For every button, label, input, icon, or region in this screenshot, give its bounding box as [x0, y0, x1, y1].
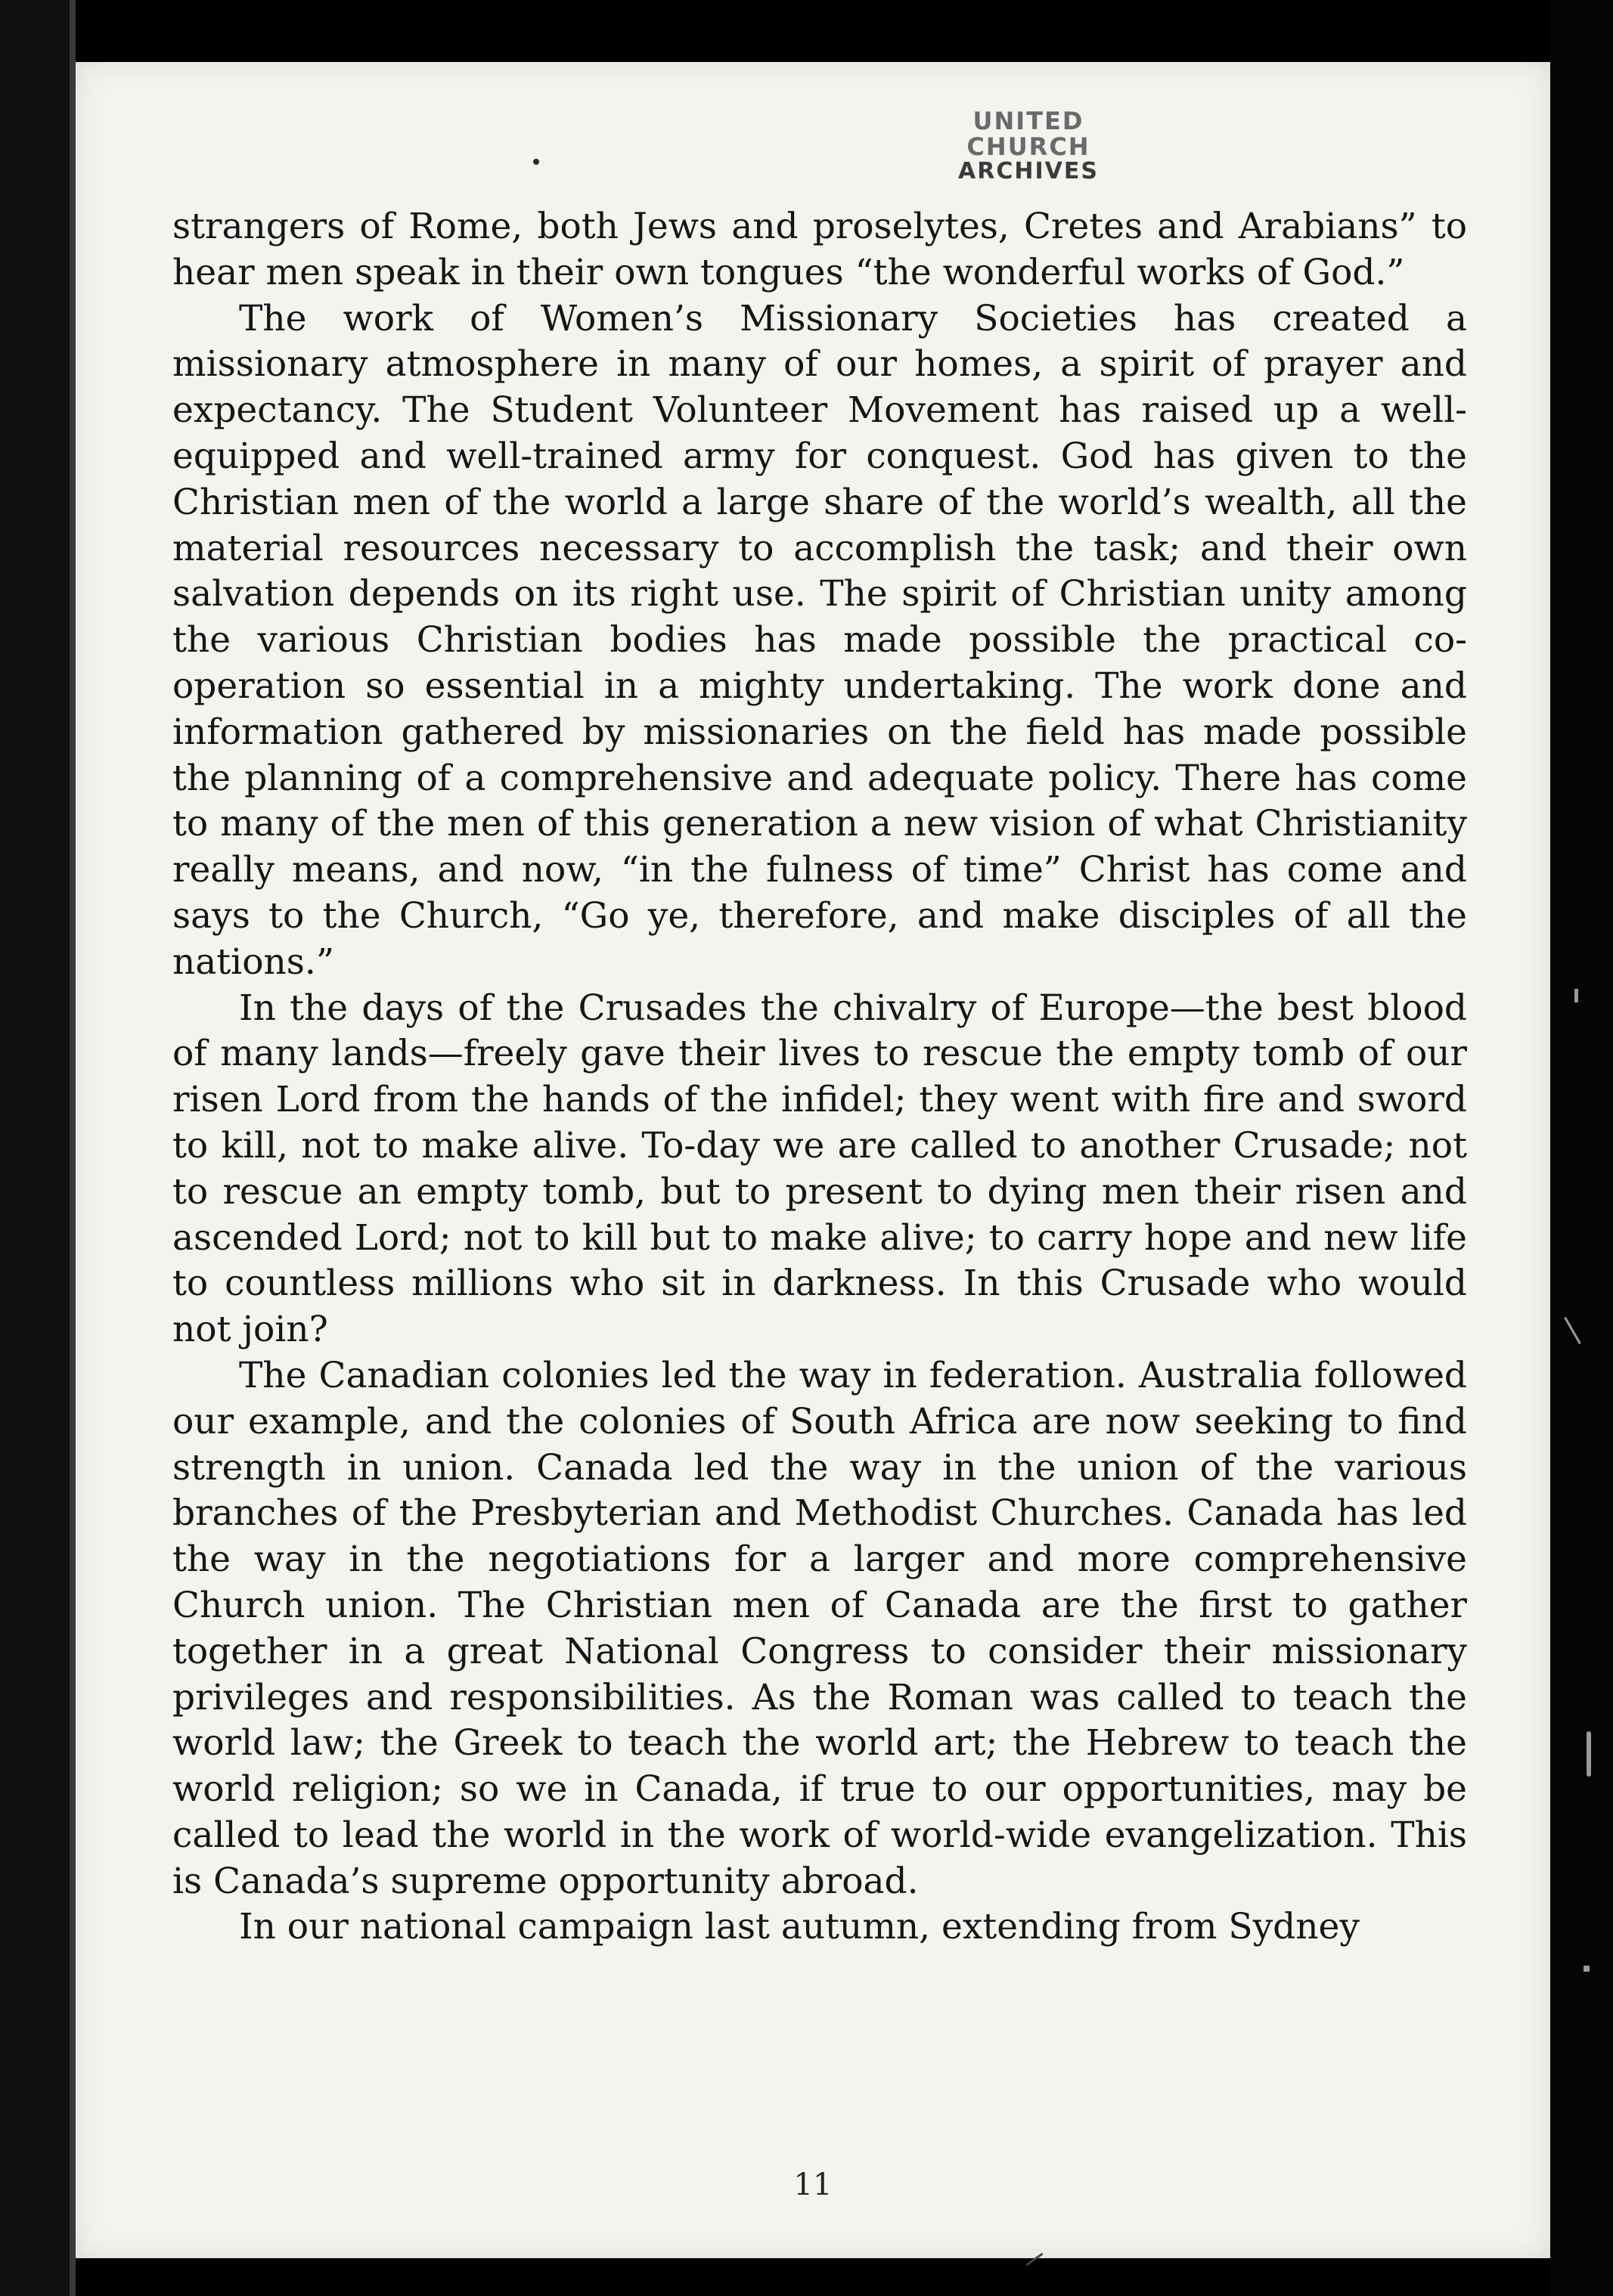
stamp-line-2: ARCHIVES: [958, 158, 1099, 185]
scan-mark: [1574, 989, 1578, 1002]
paragraph-crusades: In the days of the Crusades the chivalry of Europe—the best blood of many lands—freely gave their lives to rescue the empty tomb of our risen Lord from the hands of the infidel; they went with fire and sword to kill, not to make alive. To-day we are called to another Crusade; not to rescue an empty tomb, but to present to dying men their risen and ascended Lord; not to kill but to make alive; to carry hope and new life to countless millions who sit in darkness. In this Crusade who would not join?: [172, 987, 1467, 1351]
scan-border-right: [1550, 0, 1613, 2296]
archive-stamp: [938, 109, 1119, 184]
stamp-line-1: UNITED CHURCH: [966, 107, 1090, 161]
scan-mark: [1587, 1731, 1591, 1777]
body-text: [172, 204, 1467, 1951]
scan-mark: [1584, 1966, 1590, 1972]
binding-edge: [70, 0, 76, 2296]
paragraph-missionary-societies: The work of Women’s Missionary Societies has created a missionary atmosphere in many of our homes, a spirit of prayer and expectancy. The Student Volunteer Movement has raised up a well-equipped and well-trained army for conquest. God has given to the Christian men of the world a large share of the world’s wealth, all the material resources necessary to accomplish the task; and their own salvation depends on its right use. The spirit of Christian unity among the various Christian bodies has made possible the practical co-operation so essential in a mighty undertaking. The work done and information gathered by missionaries on the field has made possible the planning of a comprehensive and adequate policy. There has come to many of the men of this generation a new vision of what Christianity really means, and now, “in the fulness of time” Christ has come and says to the Church, “Go ye, therefore, and make disciples of all the nations.”: [172, 297, 1467, 983]
page-number: 11: [793, 2167, 833, 2202]
binding-shadow: [0, 0, 70, 2296]
document-page: [76, 62, 1550, 2258]
paragraph-national-campaign: In our national campaign last autumn, extending from Sydney: [239, 1906, 1360, 1948]
paragraph-continuation: strangers of Rome, both Jews and proselytes, Cretes and Arabians” to hear men speak in their own tongues “the wonderful works of God.”: [172, 206, 1467, 293]
paragraph-canada-leads: The Canadian colonies led the way in federation. Australia followed our example, and the colonies of South Africa are now seeking to find strength in union. Canada led the way in the union of the various branches of the Presbyterian and Methodist Churches. Canada has led the way in the negotiations for a larger and more comprehensive Church union. The Christian men of Canada are the first to gather together in a great National Congress to consider their missionary privileges and responsibilities. As the Roman was called to teach the world law; the Greek to teach the world art; the Hebrew to teach the world religion; so we in Canada, if true to our opportunities, may be called to lead the world in the work of world-wide evangelization. This is Canada’s supreme opportunity abroad.: [172, 1354, 1467, 1902]
ink-dot: [533, 159, 539, 165]
pencil-tick: [1025, 2253, 1043, 2266]
